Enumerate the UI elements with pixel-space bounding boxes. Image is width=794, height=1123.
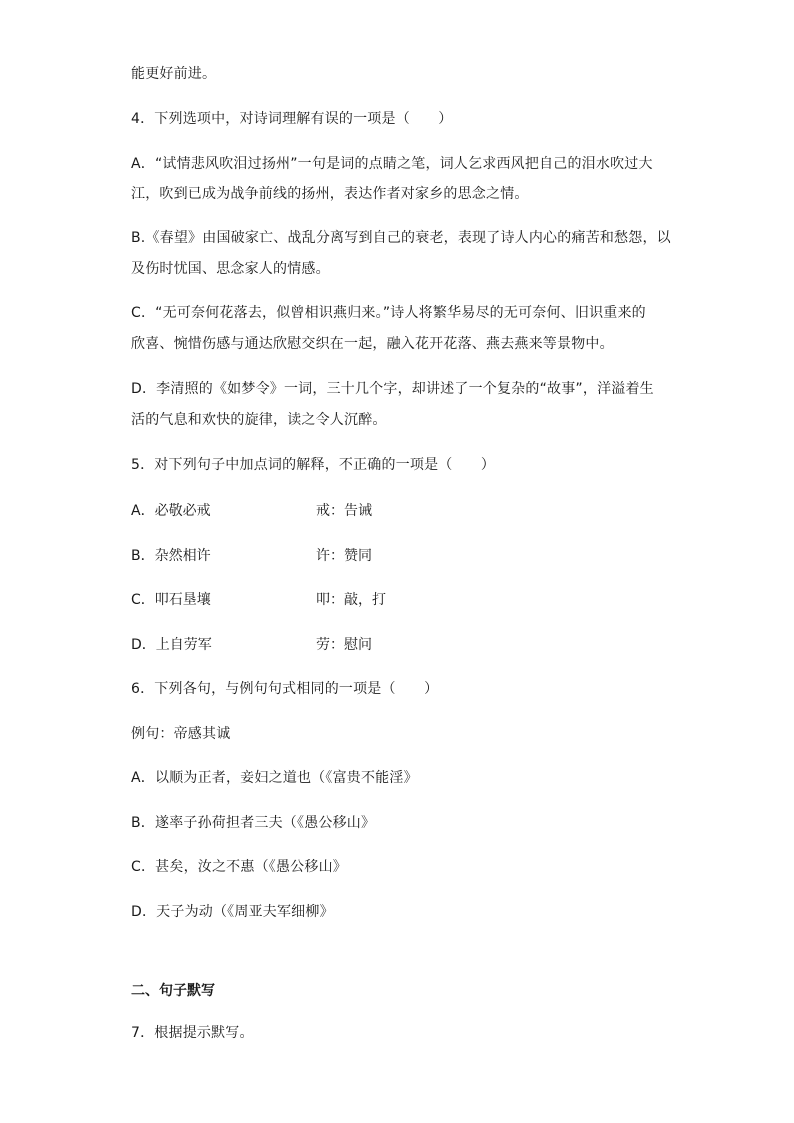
question-5-option-b — [131, 546, 671, 566]
question-6-stem: 6．下列各句，与例句句式相同的一项是（ ） — [131, 681, 439, 697]
question-5-option-d — [131, 635, 671, 655]
question-6-example: 例句：帝感其诚 — [131, 726, 231, 742]
question-4-option-b-line-2: 及伤时忧国、思念家人的情感。 — [131, 261, 330, 277]
question-4-option-d-line-1: D．李清照的《如梦令》一词，三十几个字，却讲述了一个复杂的“故事”，洋溢着生 — [131, 381, 654, 397]
question-4-option-d-line-2: 活的气息和欢快的旋律，读之令人沉醉。 — [131, 412, 387, 428]
question-5-option-d-sentence: D．上自劳军 — [131, 637, 212, 653]
question-5-option-c-explanation: 叩：敲，打 — [316, 592, 386, 608]
question-5-option-a — [131, 501, 671, 521]
question-5-option-c — [131, 590, 671, 610]
question-6-option-d: D．天子为动（《周亚夫军细柳》 — [131, 904, 334, 920]
question-4-option-b-line-1: B.《春望》由国破家亡、战乱分离写到自己的衰老，表现了诗人内心的痛苦和愁怨，以 — [131, 230, 671, 246]
question-5-option-a-explanation: 戒：告诫 — [316, 503, 372, 519]
question-5-option-d-explanation: 劳：慰问 — [316, 637, 372, 653]
question-6-option-b: B．遂率子孙荷担者三夫（《愚公移山》 — [131, 815, 376, 831]
question-5-option-b-sentence: B．杂然相许 — [131, 548, 211, 564]
question-4-option-a-line-2: 江，吹到已成为战争前线的扬州，表达作者对家乡的思念之情。 — [131, 186, 529, 202]
question-5-option-a-sentence: A．必敬必戒 — [131, 503, 211, 519]
question-4-option-c-line-2: 欣喜、惋惜伤感与通达欣慰交织在一起，融入花开花落、燕去燕来等景物中。 — [131, 336, 614, 352]
question-4-stem: 4．下列选项中，对诗词理解有误的一项是（ ） — [131, 111, 453, 127]
question-6-option-c: C．甚矣，汝之不惠（《愚公移山》 — [131, 859, 347, 875]
question-4-option-c-line-1: C．“无可奈何花落去，似曾相识燕归来。”诗人将繁华易尽的无可奈何、旧识重来的 — [131, 305, 646, 321]
question-7-stem: 7．根据提示默写。 — [131, 1025, 254, 1041]
question-6-option-a: A．以顺为正者，妾妇之道也（《富贵不能淫》 — [131, 770, 418, 786]
intro-tail: 能更好前进。 — [131, 66, 217, 82]
question-5-option-b-explanation: 许：赞同 — [316, 548, 372, 564]
question-5-stem: 5．对下列句子中加点词的解释，不正确的一项是（ ） — [131, 457, 496, 473]
question-4-option-a-line-1: A．“试情悲风吹泪过扬州”一句是词的点睛之笔，词人乞求西风把自己的泪水吹过大 — [131, 156, 653, 172]
question-5-option-c-sentence: C．叩石垦壤 — [131, 592, 211, 608]
section-2-title: 二、句子默写 — [131, 983, 215, 999]
